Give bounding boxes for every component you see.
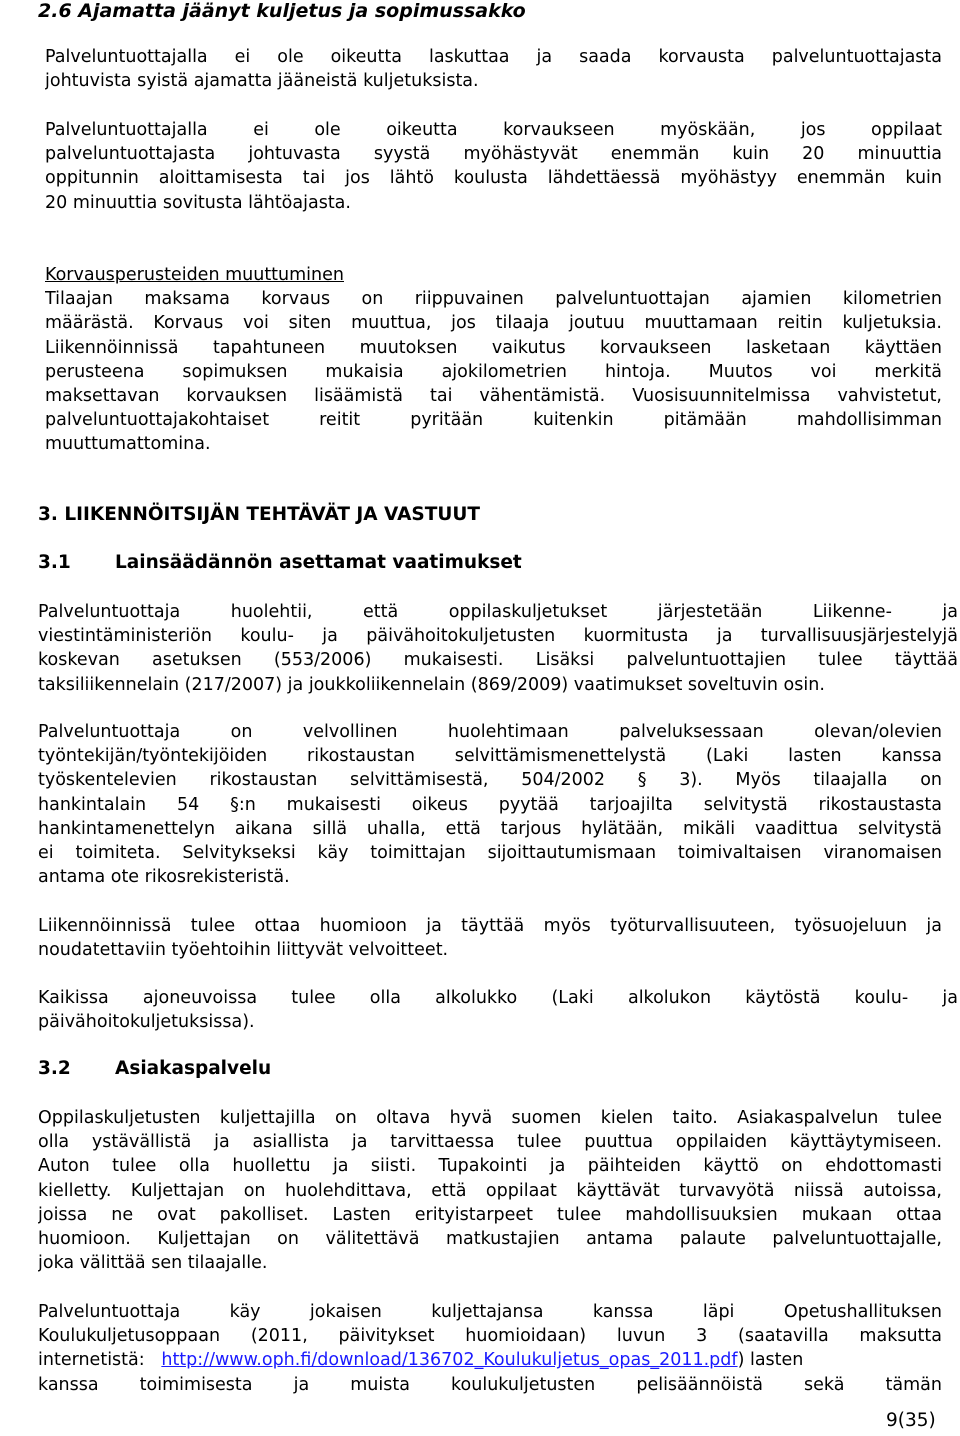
paragraph-line: ei toimiteta. Selvitykseksi käy toimittajan sijoittautumismaan toimivaltaisen viranomaisen (38, 842, 942, 863)
section-3-2-paragraph-2 (38, 1300, 942, 1397)
paragraph-line: olla ystävällistä ja asiallista ja tarvittaessa tulee puuttua oppilaiden käyttäytymiseen. (38, 1132, 942, 1153)
paragraph-line: Auton tulee olla huollettu ja siisti. Tupakointi ja päihteiden käyttö on ehdottomasti (38, 1156, 942, 1177)
paragraph-line: Liikennöinnissä tapahtuneen muutoksen vaikutus korvaukseen lasketaan käyttäen (45, 337, 942, 358)
paragraph-line: Kaikissa ajoneuvoissa tulee olla alkolukko (Laki alkolukon käytöstä koulu- ja (38, 988, 958, 1008)
paragraph-line: taksiliikennelain (217/2007) ja joukkoliikennelain (869/2009) vaatimukset soveltuvin osin. (38, 674, 825, 695)
section-3-1-heading (38, 552, 522, 573)
koulukuljetus-opas-link[interactable]: http://www.oph.fi/download/136702_Koulukuljetus_opas_2011.pdf (161, 1350, 738, 1371)
paragraph-line: viestintäministeriön koulu- ja päivähoitokuljetusten kuormitusta ja turvallisuusjärjestelyjä (38, 626, 958, 647)
paragraph-line: palveluntuottajasta johtuvasta syystä myöhästyvät enemmän kuin 20 minuuttia (45, 144, 942, 165)
section-2-6-paragraph-2 (45, 118, 942, 215)
paragraph-line: Palveluntuottaja käy jokaisen kuljettajansa kanssa läpi Opetushallituksen (38, 1302, 942, 1322)
section-3-1-paragraph-3 (38, 914, 942, 962)
paragraph-line: maksettavan korvauksen lisäämistä tai vähentämistä. Vuosisuunnitelmissa vahvistetut, (45, 385, 942, 406)
paragraph-line: joka välittää sen tilaajalle. (38, 1253, 268, 1274)
section-3-1-paragraph-1 (38, 600, 958, 697)
paragraph-line: Palveluntuottaja on velvollinen huolehtimaan palveluksessaan olevan/olevien (38, 722, 942, 742)
compensation-subheading: Korvausperusteiden muuttuminen (45, 265, 344, 285)
paragraph-line: kanssa toimimisesta ja muista koulukuljetusten pelisäännöistä sekä tämän (38, 1374, 942, 1395)
paragraph-line: antama ote rikosrekisteristä. (38, 867, 290, 888)
paragraph-line: palveluntuottajakohtaiset reitit pyritään kuitenkin pitämään mahdollisimman (45, 410, 942, 431)
paragraph-line: Palveluntuottajalla ei ole oikeutta laskuttaa ja saada korvausta palveluntuottajasta (45, 47, 942, 67)
paragraph-line: työskentelevien rikostaustan selvittämisestä, 504/2002 § 3). Myös tilaajalla on (38, 770, 942, 791)
paragraph-line: hankintamenettelyn aikana sillä uhalla, että tarjous hylätään, mikäli vaadittua selvitystä (38, 818, 942, 839)
paragraph-line: noudatettaviin työehtoihin liittyvät velvoitteet. (38, 940, 449, 961)
paragraph-line: Palveluntuottajalla ei ole oikeutta korvaukseen myöskään, jos oppilaat (45, 120, 942, 140)
section-2-6-paragraph-3 (45, 263, 942, 457)
link-suffix: ) lasten (737, 1350, 804, 1371)
section-3-2-paragraph-1 (38, 1106, 942, 1275)
section-2-6-paragraph-1 (45, 45, 942, 93)
paragraph-line: hankintalain 54 §:n mukaisesti oikeus pyytää tarjoajilta selvitystä rikostaustasta (38, 794, 942, 815)
paragraph-line: muuttumattomina. (45, 434, 211, 455)
paragraph-line: perusteena sopimuksen mukaisia ajokilometrien hintoja. Muutos voi merkitä (45, 361, 942, 382)
paragraph-line: 20 minuuttia sovitusta lähtöajasta. (45, 192, 351, 213)
section-3-1-paragraph-2 (38, 720, 942, 889)
section-2-6-heading: 2.6 Ajamatta jäänyt kuljetus ja sopimussakko (38, 0, 526, 22)
section-number: 3.2 (38, 1058, 71, 1079)
page-number: 9(35) (886, 1410, 936, 1431)
paragraph-line: johtuvista syistä ajamatta jääneistä kuljetuksista. (45, 71, 479, 92)
paragraph-line: Oppilaskuljetusten kuljettajilla on oltava hyvä suomen kielen taito. Asiakaspalvelun tulee (38, 1108, 942, 1128)
link-prefix: internetistä: (38, 1350, 151, 1371)
paragraph-line: päivähoitokuljetuksissa). (38, 1012, 255, 1033)
paragraph-line: oppitunnin aloittamisesta tai jos lähtö koulusta lähdettäessä myöhästyy enemmän kuin (45, 168, 942, 189)
section-title: Asiakaspalvelu (115, 1058, 272, 1079)
section-number: 3.1 (38, 552, 71, 573)
paragraph-line: määrästä. Korvaus voi siten muuttua, jos tilaaja joutuu muuttamaan reitin kuljetuksia. (45, 313, 942, 334)
paragraph-line-with-link (38, 1348, 942, 1372)
paragraph-line: Tilaajan maksama korvaus on riippuvainen palveluntuottajan ajamien kilometrien (45, 289, 942, 310)
section-3-heading: 3. LIIKENNÖITSIJÄN TEHTÄVÄT JA VASTUUT (38, 504, 481, 525)
paragraph-line: työntekijän/työntekijöiden rikostaustan selvittämismenettelystä (Laki lasten kanssa (38, 746, 942, 767)
paragraph-line: koskevan asetuksen (553/2006) mukaisesti. Lisäksi palveluntuottajien tulee täyttää (38, 650, 958, 671)
paragraph-line: joissa ne ovat pakolliset. Lasten erityistarpeet tulee mahdollisuuksien mukaan ottaa (38, 1204, 942, 1225)
paragraph-line: Palveluntuottaja huolehtii, että oppilaskuljetukset järjestetään Liikenne- ja (38, 602, 958, 622)
paragraph-line: Koulukuljetusoppaan (2011, päivitykset huomioidaan) luvun 3 (saatavilla maksutta (38, 1326, 942, 1347)
paragraph-line: kielletty. Kuljettajan on huolehdittava, että oppilaat käyttävät turvavyötä niissä autoissa, (38, 1180, 942, 1201)
paragraph-line: huomioon. Kuljettajan on välitettävä matkustajien antama palaute palveluntuottajalle, (38, 1228, 942, 1249)
section-3-1-paragraph-4 (38, 986, 958, 1034)
section-title: Lainsäädännön asettamat vaatimukset (115, 552, 522, 573)
paragraph-line: Liikennöinnissä tulee ottaa huomioon ja täyttää myös työturvallisuuteen, työsuojeluun ja (38, 916, 942, 936)
section-3-2-heading (38, 1058, 271, 1079)
